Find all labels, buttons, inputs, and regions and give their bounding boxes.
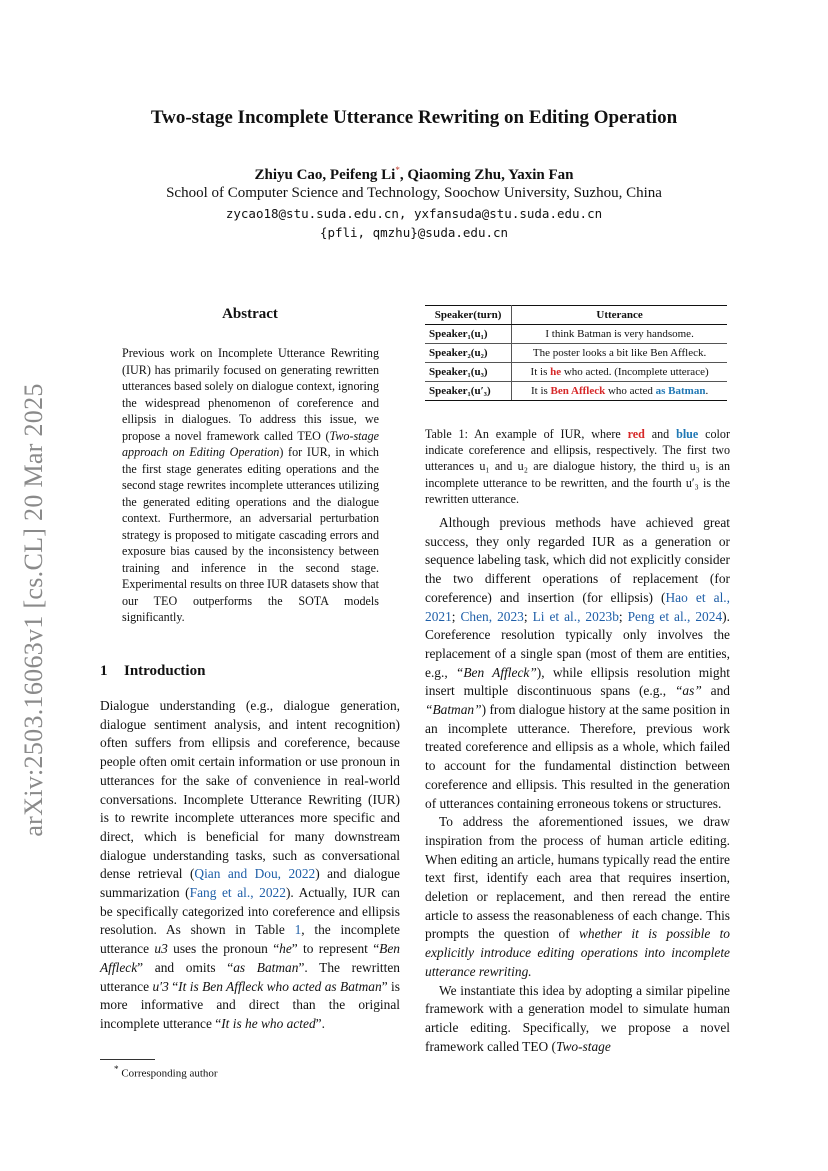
- caption-text: Table 1: An example of IUR, where: [425, 427, 628, 441]
- intro-text-3: ). Actually, IUR can be specifically categorized into coreference and ellipsis resolution. As shown in Table: [100, 885, 400, 938]
- author-list: [100, 165, 728, 184]
- table-row: [425, 363, 727, 382]
- abstract-italic: Two-stage approach on Editing Operation: [122, 428, 379, 459]
- arxiv-stamp: [14, 360, 54, 860]
- footnote-rule: [100, 1059, 155, 1060]
- speaker-cell: Speaker₁(u′₃): [425, 382, 512, 401]
- paragraph: [425, 982, 730, 1057]
- table-row: [425, 344, 727, 363]
- intro-italic: he: [279, 941, 292, 957]
- footnote-mark: *: [114, 1064, 119, 1074]
- speaker-cell: Speaker₂(u₂): [425, 344, 512, 363]
- table-ref-link[interactable]: 1: [294, 922, 302, 938]
- example-table: [425, 305, 727, 401]
- utterance-text: who acted: [605, 385, 656, 397]
- footnote-text: Corresponding author: [121, 1067, 218, 1080]
- para-italic: “as”: [674, 683, 702, 699]
- intro-text-8: ”. The rewritten utterance: [100, 959, 400, 994]
- caption-text: color indicate coreference and ellipsis, respectively. The first two utterances u₁ and u₂ are dialogue history, the third u₃ is an incomplete utterance to be rewritten, and the fourth u′₃ is the rewritten utterance.: [425, 427, 730, 506]
- table-header-row: [425, 306, 727, 325]
- utterance-cell: [512, 382, 727, 401]
- citation-link[interactable]: Peng et al., 2024: [627, 608, 723, 624]
- intro-text-6: ” to represent “: [291, 941, 380, 957]
- citation-link[interactable]: Chen, 2023: [460, 608, 524, 624]
- intro-text-1: Dialogue understanding (e.g., dialogue generation, dialogue sentiment analysis, and intent recognition) often suffers from ellipsis and coreference, because people often omit certain information or use pronoun in utterances for the sake of convenience in real-world conversations. Incomplete Utterance Rewriting (IUR) is to rewrite incomplete utterances more specific and direct, which is beneficial for many downstream dialogue understanding tasks, such as conversational dense retrieval (: [100, 698, 400, 882]
- abstract-part-2: ) for IUR, in which the first stage generates editing operations and the second stage rewrites incomplete utterances utilizing the generated editing operations and the dialogue context. Furthermore, an adversarial perturbation strategy is proposed to mitigate cascading errors and exposure bias caused by the inconsistency between training and inference in the second stage. Experimental results on three IUR datasets show that our TEO outperforms the SOTA models significantly.: [122, 445, 379, 624]
- paragraph: [425, 514, 730, 813]
- table-caption: [425, 426, 730, 507]
- math-u3: u3: [154, 941, 168, 957]
- abstract-part-1: Previous work on Incomplete Utterance Rewriting (IUR) has primarily focused on generating rewritten utterances based solely on dialogue context, ignoring the widespread phenomenon of coreference and ellipsis in dialogues. To address this issue, we propose a novel framework called TEO (: [122, 346, 379, 443]
- table-row: [425, 325, 727, 344]
- math-u3-prime: u′3: [152, 978, 169, 994]
- affiliation: School of Computer Science and Technology, Soochow University, Suzhou, China: [166, 185, 662, 201]
- footnote: [114, 1064, 218, 1080]
- intro-text-7: ” and omits “: [137, 959, 234, 975]
- utterance-text: I think Batman is very handsome.: [545, 328, 694, 340]
- para-text: To address the aforementioned issues, we draw inspiration from the process of human article editing. When editing an article, humans typically read the entire text first, identify each area that requires insertion, deletion or replacement, and then reread the entire article to assess the reasonableness of each change. This prompts the question of: [425, 814, 730, 942]
- caption-red-word: red: [627, 427, 645, 441]
- ellipsis-highlight: as Batman: [655, 385, 706, 397]
- citation-link[interactable]: Hao et al., 2021: [425, 589, 730, 624]
- section-number: 1: [100, 663, 108, 679]
- intro-text-2: ) and dialogue summarization (: [100, 866, 400, 901]
- intro-italic: Ben Affleck: [100, 941, 400, 975]
- intro-text-11: ”.: [315, 1015, 325, 1031]
- author-names-a: Zhiyu Cao, Peifeng Li: [254, 167, 396, 183]
- intro-italic: It is Ben Affleck who acted as Batman: [178, 978, 382, 994]
- utterance-cell: [512, 344, 727, 363]
- utterance-cell: [512, 363, 727, 382]
- coreference-highlight: Ben Affleck: [550, 385, 606, 397]
- section-heading: [100, 663, 205, 680]
- table-row: [425, 382, 727, 401]
- email-line-2: {pfli, qmzhu}@suda.edu.cn: [319, 225, 509, 240]
- utterance-text: .: [705, 385, 709, 397]
- coreference-highlight: he: [550, 366, 562, 378]
- para-italic: Two-stage: [556, 1038, 611, 1054]
- abstract-text: [122, 345, 379, 626]
- email-line-1: zycao18@stu.suda.edu.cn, yxfansuda@stu.suda.edu.cn: [225, 206, 603, 221]
- abstract-heading: Abstract: [222, 306, 278, 322]
- intro-text-4: , the incomplete utterance: [100, 922, 400, 957]
- author-names-b: , Qiaoming Zhu, Yaxin Fan: [399, 167, 574, 183]
- section-title: Introduction: [124, 663, 206, 679]
- corresponding-mark[interactable]: *: [395, 165, 400, 175]
- para-italic: “Ben Affleck”: [455, 664, 537, 680]
- introduction-text: [100, 697, 400, 1034]
- intro-text-10: ” is more informative and direct than the original incomplete utterance “: [100, 978, 400, 1031]
- para-text: ) from dialogue history at the same position in an incomplete utterance. Therefore, previous work treated coreference and ellipsis as a whole, which failed to account for the fundamental distinction between coreference and ellipsis. This resulted in the generation of utterances containing erroneous tokens or structures.: [425, 702, 730, 811]
- citation-sep: ;: [618, 608, 628, 624]
- paragraph: [425, 813, 730, 981]
- citation-link[interactable]: Li et al., 2023b: [532, 608, 619, 624]
- para-italic: “Batman”: [425, 702, 482, 718]
- speaker-cell: Speaker₁(u₃): [425, 363, 512, 382]
- utterance-text: The poster looks a bit like Ben Affleck.: [532, 347, 707, 359]
- para-text: and: [701, 683, 730, 699]
- intro-italic: as Batman: [233, 959, 299, 975]
- intro-text-9: “: [168, 978, 179, 994]
- intro-text-5: uses the pronoun “: [167, 941, 280, 957]
- right-column-text: [425, 514, 730, 1056]
- intro-italic: It is he who acted: [221, 1015, 316, 1031]
- para-text: Although previous methods have achieved great success, they only regarded IUR as a generation or sequence labeling task, which did not explicitly consider the two different operations of replacement (for coreference) and insertion (for ellipsis) (: [425, 515, 730, 605]
- arxiv-stamp-text: arXiv:2503.16063v1 [cs.CL] 20 Mar 2025: [19, 383, 48, 837]
- speaker-cell: Speaker₁(u₁): [425, 325, 512, 344]
- caption-text: and: [644, 427, 677, 441]
- table-header: Utterance: [512, 306, 727, 325]
- para-italic: whether it is possible to explicitly introduce editing operations into incomplete utterance rewriting.: [425, 926, 730, 979]
- utterance-text: who acted. (Incomplete utterace): [561, 366, 709, 378]
- para-text: ), while ellipsis resolution might insert multiple discontinuous spans (e.g.,: [425, 664, 730, 699]
- utterance-text: It is: [530, 385, 551, 397]
- example-table-grid: [425, 305, 727, 401]
- citation-link[interactable]: Qian and Dou, 2022: [194, 866, 316, 882]
- citation-sep: ;: [523, 608, 533, 624]
- citation-sep: ;: [451, 608, 461, 624]
- para-text: We instantiate this idea by adopting a similar pipeline framework with a generation model to simulate human article editing. Specifically, we propose a novel framework called TEO (: [425, 982, 730, 1054]
- caption-blue-word: blue: [676, 427, 699, 441]
- utterance-text: It is: [530, 366, 551, 378]
- table-header: Speaker(turn): [425, 306, 512, 325]
- paper-title: Two-stage Incomplete Utterance Rewriting on Editing Operation: [150, 107, 678, 128]
- para-text: ). Coreference resolution typically only involves the replacement of a single span (most of them are entities, e.g.,: [425, 608, 730, 680]
- utterance-cell: [512, 325, 727, 344]
- citation-link[interactable]: Fang et al., 2022: [189, 885, 286, 901]
